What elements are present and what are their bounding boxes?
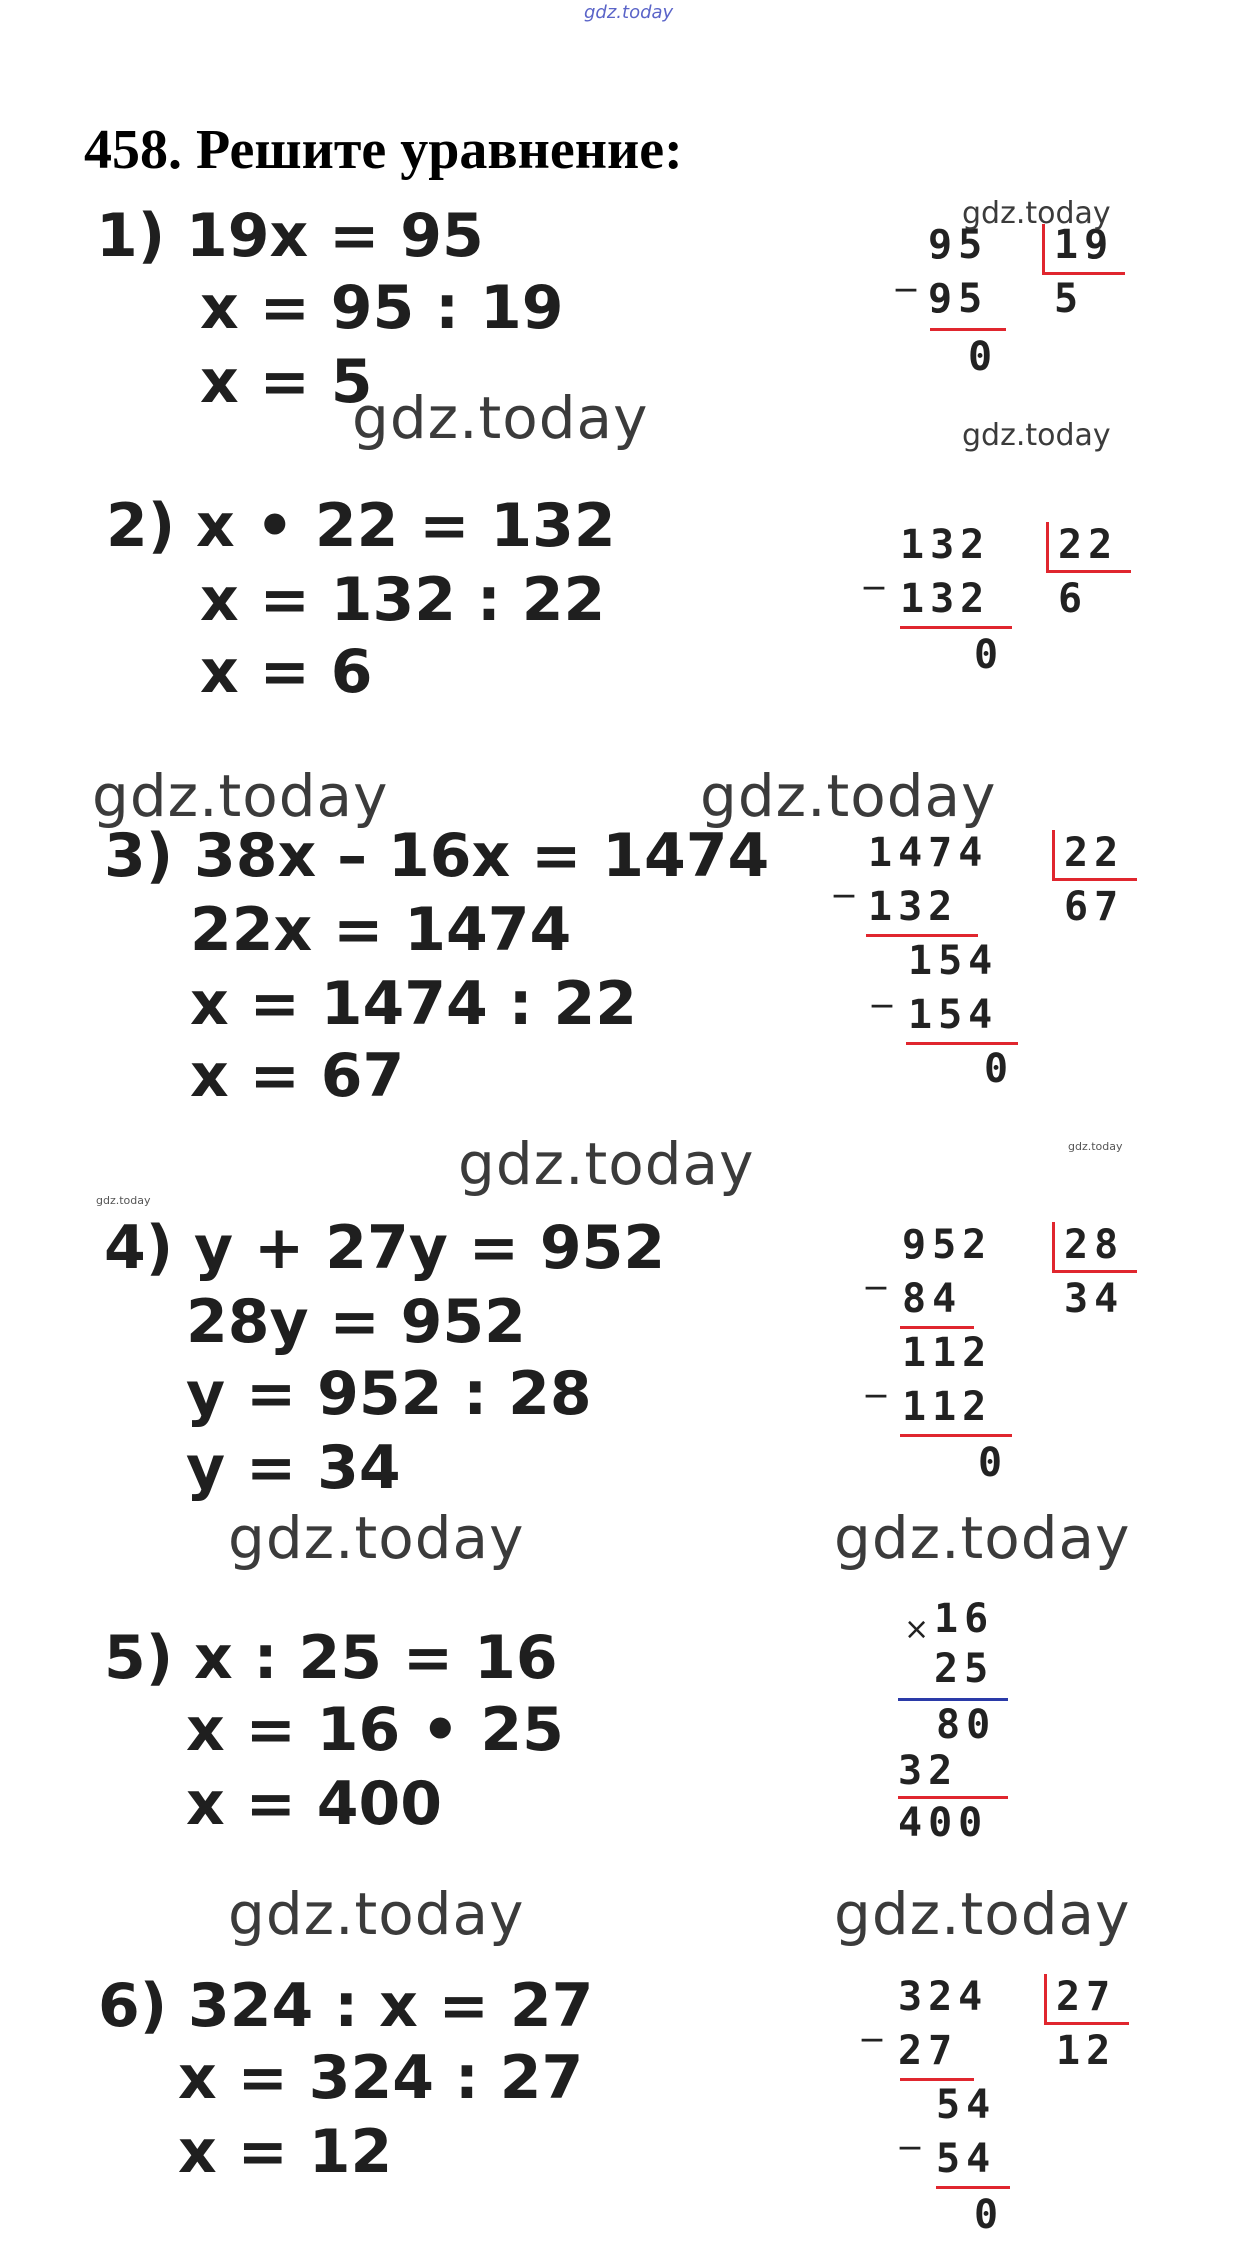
calc-5-factor-a: 16 (934, 1596, 995, 1642)
solution-3-line-1: 3) 38x – 16x = 1474 (104, 821, 770, 891)
solution-5-line-2: x = 16 • 25 (186, 1695, 564, 1765)
calc-6-dividend: 324 (898, 1974, 989, 2020)
calc-4-mid: 112 (902, 1330, 993, 1376)
calc-5-partial-1: 80 (936, 1702, 997, 1748)
watermark: gdz.today (228, 1504, 525, 1572)
calc-4-remainder: 0 (978, 1440, 1009, 1486)
calc-6-sub-2: 54 (936, 2136, 997, 2182)
solution-3-line-4: x = 67 (190, 1041, 405, 1111)
calc-1-divisor: 19 (1054, 222, 1115, 268)
solution-2-line-3: x = 6 (200, 637, 373, 707)
solution-5-line-3: x = 400 (186, 1769, 442, 1839)
calc-1-quotient: 5 (1054, 276, 1085, 322)
calc-5-partial-2: 32 (898, 1748, 959, 1794)
calc-3-dividend: 1474 (868, 830, 989, 876)
calc-3-quotient: 67 (1064, 884, 1125, 930)
minus-sign: _ (864, 544, 884, 590)
minus-sign: _ (872, 962, 892, 1008)
calc-4-sub-2: 112 (902, 1384, 993, 1430)
solution-1-line-1: 1) 19x = 95 (96, 201, 484, 271)
solution-3-line-2: 22x = 1474 (190, 895, 572, 965)
multiply-sign: × (904, 1612, 930, 1647)
watermark: gdz.today (962, 196, 1111, 231)
calc-4-divisor: 28 (1064, 1222, 1125, 1268)
solution-2-line-1: 2) x • 22 = 132 (106, 491, 616, 561)
calc-3-divisor: 22 (1064, 830, 1125, 876)
calc-1-remainder: 0 (968, 334, 999, 380)
calc-3-mid: 154 (908, 938, 999, 984)
watermark: gdz.today (228, 1880, 525, 1948)
watermark: gdz.today (834, 1504, 1131, 1572)
calc-4-quotient: 34 (1064, 1276, 1125, 1322)
watermark: gdz.today (92, 762, 389, 830)
calc-5-result: 400 (898, 1800, 989, 1846)
calc-6-quotient: 12 (1056, 2028, 1117, 2074)
solution-6-line-1: 6) 324 : x = 27 (98, 1971, 594, 2041)
minus-sign: _ (900, 2104, 920, 2150)
watermark: gdz.today (962, 418, 1111, 453)
solution-5-line-1: 5) x : 25 = 16 (104, 1623, 558, 1693)
watermark: gdz.today (352, 384, 649, 452)
watermark: gdz.today (458, 1130, 755, 1198)
solution-2-line-2: x = 132 : 22 (200, 565, 606, 635)
solution-4-line-4: y = 34 (186, 1433, 401, 1503)
calc-2-quotient: 6 (1058, 576, 1089, 622)
calc-3-sub-1: 132 (868, 884, 959, 930)
minus-sign: _ (866, 1352, 886, 1398)
minus-sign: _ (862, 1996, 882, 2042)
watermark: gdz.today (96, 1194, 151, 1207)
calc-6-mid: 54 (936, 2082, 997, 2128)
calc-6-sub-1: 27 (898, 2028, 959, 2074)
calc-4-sub-1: 84 (902, 1276, 963, 1322)
calc-1-sub: 95 (928, 276, 989, 322)
solution-6-line-2: x = 324 : 27 (178, 2043, 584, 2113)
solution-4-line-3: y = 952 : 28 (186, 1359, 592, 1429)
minus-sign: _ (834, 852, 854, 898)
solution-4-line-2: 28y = 952 (186, 1287, 526, 1357)
watermark-top: gdz.today (584, 2, 674, 23)
calc-5-factor-b: 25 (934, 1646, 995, 1692)
watermark: gdz.today (1068, 1140, 1123, 1153)
calc-3-sub-2: 154 (908, 992, 999, 1038)
calc-3-remainder: 0 (984, 1046, 1015, 1092)
calc-2-dividend: 132 (900, 522, 991, 568)
watermark: gdz.today (700, 762, 997, 830)
minus-sign: _ (866, 1244, 886, 1290)
solution-1-line-3: x = 5 (200, 347, 373, 417)
calc-2-sub: 132 (900, 576, 991, 622)
calc-4-dividend: 952 (902, 1222, 993, 1268)
minus-sign: _ (896, 246, 916, 292)
calc-2-remainder: 0 (974, 632, 1005, 678)
exercise-title: 458. Решите уравнение: (84, 119, 683, 181)
calc-1-dividend: 95 (928, 222, 989, 268)
calc-6-divisor: 27 (1056, 1974, 1117, 2020)
solution-4-line-1: 4) y + 27y = 952 (104, 1213, 666, 1283)
solution-3-line-3: x = 1474 : 22 (190, 969, 638, 1039)
solution-6-line-3: x = 12 (178, 2117, 393, 2187)
calc-6-remainder: 0 (974, 2192, 1005, 2238)
watermark: gdz.today (834, 1880, 1131, 1948)
solution-1-line-2: x = 95 : 19 (200, 273, 564, 343)
calc-2-divisor: 22 (1058, 522, 1119, 568)
